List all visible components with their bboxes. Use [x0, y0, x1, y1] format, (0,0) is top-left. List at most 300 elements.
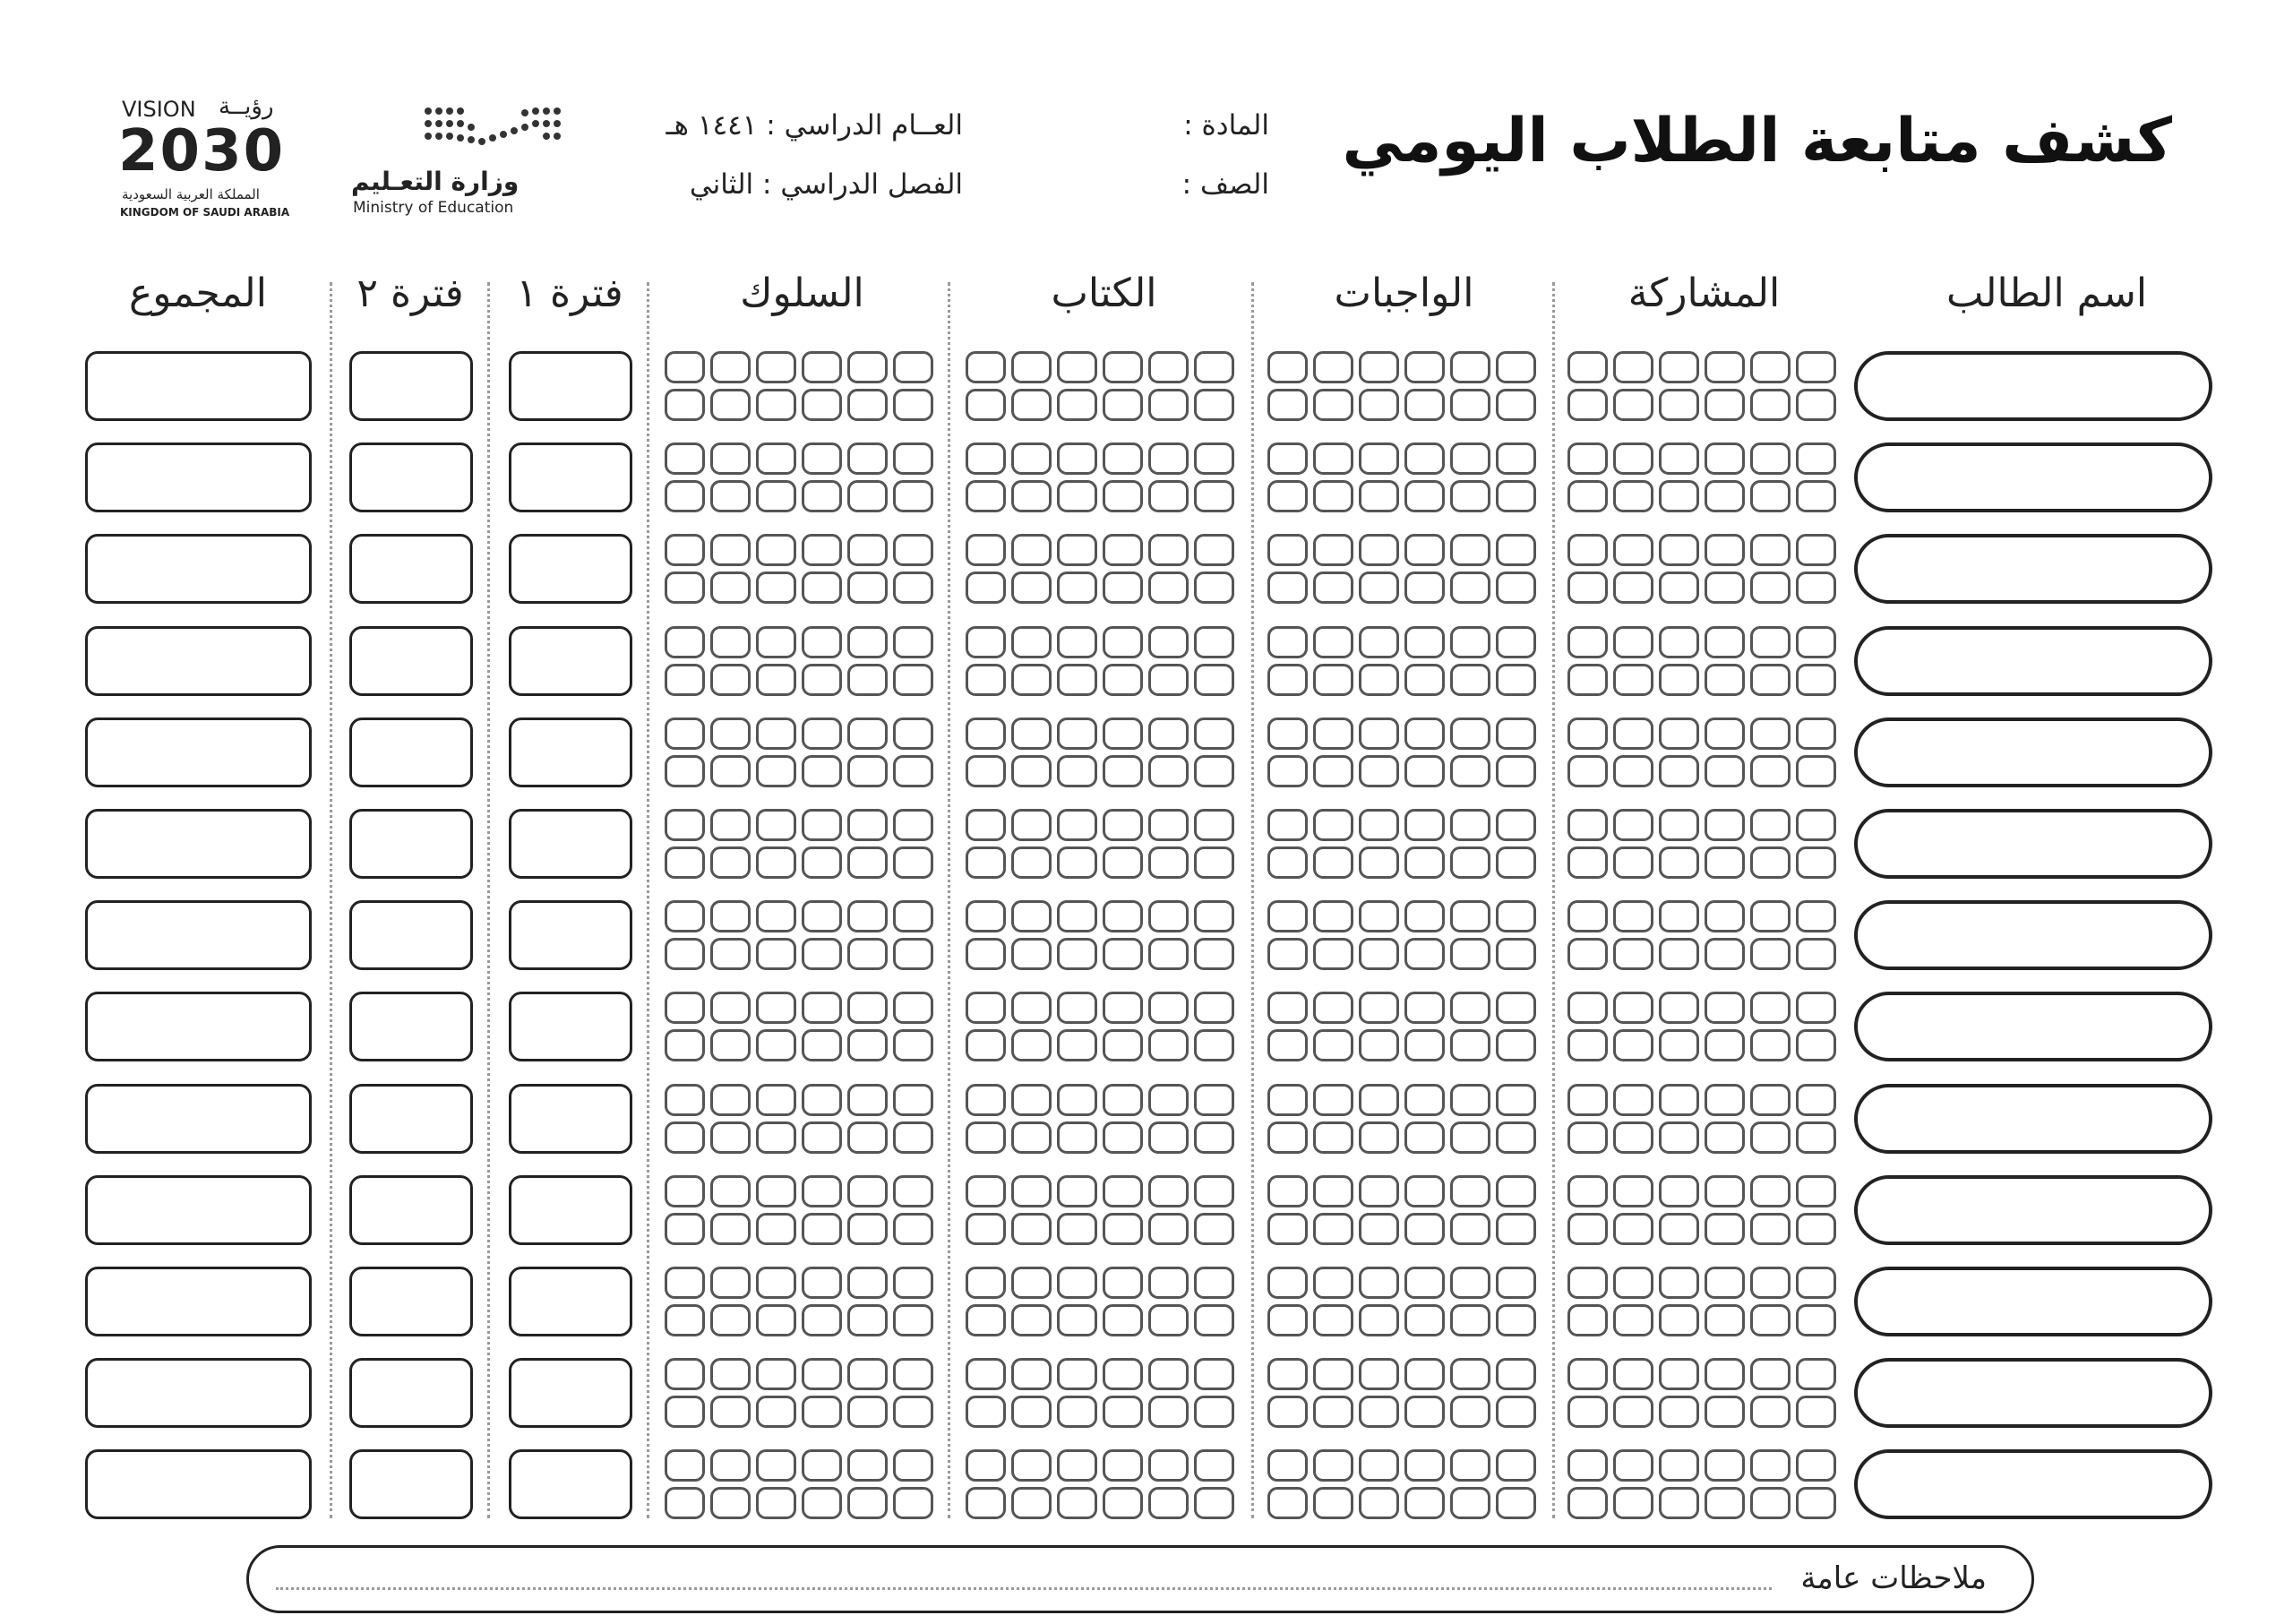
behavior-mark-cell[interactable] — [893, 664, 933, 696]
participation-mark-cell[interactable] — [1796, 664, 1836, 696]
book-mark-cell[interactable] — [1103, 1175, 1143, 1207]
behavior-mark-cell[interactable] — [665, 443, 705, 475]
book-mark-cell[interactable] — [1011, 1084, 1052, 1116]
homework-mark-cell[interactable] — [1359, 809, 1399, 841]
homework-mark-cell[interactable] — [1404, 480, 1445, 512]
book-mark-cell[interactable] — [1103, 1304, 1143, 1336]
behavior-mark-cell[interactable] — [756, 480, 796, 512]
book-mark-cell[interactable] — [1148, 626, 1189, 658]
participation-mark-cell[interactable] — [1705, 992, 1745, 1024]
homework-mark-cell[interactable] — [1404, 1213, 1445, 1245]
participation-mark-cell[interactable] — [1659, 1358, 1699, 1390]
participation-mark-cell[interactable] — [1705, 1487, 1745, 1519]
behavior-mark-cell[interactable] — [802, 389, 842, 421]
book-mark-cell[interactable] — [1057, 571, 1097, 604]
participation-mark-cell[interactable] — [1567, 755, 1608, 787]
book-mark-cell[interactable] — [1011, 1121, 1052, 1154]
homework-mark-cell[interactable] — [1404, 1267, 1445, 1299]
homework-mark-cell[interactable] — [1404, 938, 1445, 970]
participation-mark-cell[interactable] — [1750, 534, 1791, 566]
behavior-mark-cell[interactable] — [847, 717, 888, 750]
homework-mark-cell[interactable] — [1404, 1358, 1445, 1390]
participation-mark-cell[interactable] — [1659, 938, 1699, 970]
participation-mark-cell[interactable] — [1705, 1267, 1745, 1299]
book-mark-cell[interactable] — [1148, 938, 1189, 970]
homework-mark-cell[interactable] — [1267, 900, 1308, 932]
book-mark-cell[interactable] — [1057, 664, 1097, 696]
book-mark-cell[interactable] — [966, 1121, 1006, 1154]
behavior-mark-cell[interactable] — [756, 1358, 796, 1390]
homework-mark-cell[interactable] — [1450, 1029, 1490, 1061]
participation-mark-cell[interactable] — [1750, 1396, 1791, 1428]
homework-mark-cell[interactable] — [1359, 534, 1399, 566]
participation-mark-cell[interactable] — [1750, 1304, 1791, 1336]
participation-mark-cell[interactable] — [1750, 938, 1791, 970]
student-name-field[interactable] — [1854, 1267, 2212, 1336]
participation-mark-cell[interactable] — [1567, 1396, 1608, 1428]
homework-mark-cell[interactable] — [1359, 1213, 1399, 1245]
homework-mark-cell[interactable] — [1359, 846, 1399, 879]
total-field[interactable] — [85, 992, 312, 1061]
homework-mark-cell[interactable] — [1267, 1267, 1308, 1299]
homework-mark-cell[interactable] — [1267, 1358, 1308, 1390]
behavior-mark-cell[interactable] — [847, 480, 888, 512]
homework-mark-cell[interactable] — [1313, 717, 1353, 750]
book-mark-cell[interactable] — [1011, 443, 1052, 475]
participation-mark-cell[interactable] — [1796, 1487, 1836, 1519]
behavior-mark-cell[interactable] — [756, 1487, 796, 1519]
homework-mark-cell[interactable] — [1496, 1449, 1536, 1482]
homework-mark-cell[interactable] — [1404, 1175, 1445, 1207]
homework-mark-cell[interactable] — [1496, 755, 1536, 787]
participation-mark-cell[interactable] — [1796, 809, 1836, 841]
behavior-mark-cell[interactable] — [847, 1487, 888, 1519]
book-mark-cell[interactable] — [1057, 443, 1097, 475]
book-mark-cell[interactable] — [1057, 846, 1097, 879]
participation-mark-cell[interactable] — [1705, 1175, 1745, 1207]
book-mark-cell[interactable] — [1194, 755, 1234, 787]
book-mark-cell[interactable] — [1011, 1487, 1052, 1519]
book-mark-cell[interactable] — [1057, 1213, 1097, 1245]
participation-mark-cell[interactable] — [1750, 664, 1791, 696]
homework-mark-cell[interactable] — [1313, 1267, 1353, 1299]
participation-mark-cell[interactable] — [1659, 1213, 1699, 1245]
participation-mark-cell[interactable] — [1613, 1487, 1653, 1519]
book-mark-cell[interactable] — [1148, 480, 1189, 512]
book-mark-cell[interactable] — [1103, 846, 1143, 879]
book-mark-cell[interactable] — [966, 1304, 1006, 1336]
book-mark-cell[interactable] — [966, 1449, 1006, 1482]
behavior-mark-cell[interactable] — [893, 1029, 933, 1061]
behavior-mark-cell[interactable] — [893, 534, 933, 566]
behavior-mark-cell[interactable] — [665, 1487, 705, 1519]
participation-mark-cell[interactable] — [1796, 1175, 1836, 1207]
homework-mark-cell[interactable] — [1404, 1084, 1445, 1116]
behavior-mark-cell[interactable] — [756, 443, 796, 475]
homework-mark-cell[interactable] — [1404, 1487, 1445, 1519]
homework-mark-cell[interactable] — [1450, 717, 1490, 750]
participation-mark-cell[interactable] — [1796, 534, 1836, 566]
period-2-field[interactable] — [349, 443, 473, 512]
behavior-mark-cell[interactable] — [802, 443, 842, 475]
homework-mark-cell[interactable] — [1496, 1121, 1536, 1154]
book-mark-cell[interactable] — [1148, 1304, 1189, 1336]
behavior-mark-cell[interactable] — [756, 534, 796, 566]
student-name-field[interactable] — [1854, 1084, 2212, 1154]
book-mark-cell[interactable] — [1194, 809, 1234, 841]
homework-mark-cell[interactable] — [1404, 1304, 1445, 1336]
homework-mark-cell[interactable] — [1496, 1175, 1536, 1207]
homework-mark-cell[interactable] — [1450, 1396, 1490, 1428]
homework-mark-cell[interactable] — [1359, 1029, 1399, 1061]
behavior-mark-cell[interactable] — [847, 443, 888, 475]
behavior-mark-cell[interactable] — [710, 480, 751, 512]
participation-mark-cell[interactable] — [1705, 571, 1745, 604]
homework-mark-cell[interactable] — [1359, 938, 1399, 970]
book-mark-cell[interactable] — [1103, 389, 1143, 421]
participation-mark-cell[interactable] — [1567, 1175, 1608, 1207]
behavior-mark-cell[interactable] — [665, 1029, 705, 1061]
behavior-mark-cell[interactable] — [847, 1084, 888, 1116]
homework-mark-cell[interactable] — [1496, 938, 1536, 970]
student-name-field[interactable] — [1854, 626, 2212, 696]
participation-mark-cell[interactable] — [1750, 626, 1791, 658]
participation-mark-cell[interactable] — [1567, 1358, 1608, 1390]
student-name-field[interactable] — [1854, 809, 2212, 879]
participation-mark-cell[interactable] — [1567, 717, 1608, 750]
participation-mark-cell[interactable] — [1613, 351, 1653, 383]
participation-mark-cell[interactable] — [1705, 480, 1745, 512]
participation-mark-cell[interactable] — [1796, 717, 1836, 750]
homework-mark-cell[interactable] — [1313, 755, 1353, 787]
book-mark-cell[interactable] — [966, 938, 1006, 970]
participation-mark-cell[interactable] — [1705, 664, 1745, 696]
book-mark-cell[interactable] — [966, 664, 1006, 696]
student-name-field[interactable] — [1854, 1175, 2212, 1245]
homework-mark-cell[interactable] — [1404, 664, 1445, 696]
homework-mark-cell[interactable] — [1404, 717, 1445, 750]
behavior-mark-cell[interactable] — [847, 389, 888, 421]
book-mark-cell[interactable] — [1194, 571, 1234, 604]
behavior-mark-cell[interactable] — [847, 938, 888, 970]
behavior-mark-cell[interactable] — [710, 1084, 751, 1116]
participation-mark-cell[interactable] — [1567, 443, 1608, 475]
behavior-mark-cell[interactable] — [665, 938, 705, 970]
behavior-mark-cell[interactable] — [756, 1396, 796, 1428]
homework-mark-cell[interactable] — [1359, 900, 1399, 932]
book-mark-cell[interactable] — [1103, 1213, 1143, 1245]
behavior-mark-cell[interactable] — [847, 1396, 888, 1428]
homework-mark-cell[interactable] — [1313, 534, 1353, 566]
book-mark-cell[interactable] — [1103, 938, 1143, 970]
participation-mark-cell[interactable] — [1705, 1121, 1745, 1154]
homework-mark-cell[interactable] — [1359, 992, 1399, 1024]
homework-mark-cell[interactable] — [1404, 1029, 1445, 1061]
participation-mark-cell[interactable] — [1705, 755, 1745, 787]
participation-mark-cell[interactable] — [1659, 480, 1699, 512]
participation-mark-cell[interactable] — [1705, 1449, 1745, 1482]
behavior-mark-cell[interactable] — [802, 571, 842, 604]
homework-mark-cell[interactable] — [1313, 571, 1353, 604]
participation-mark-cell[interactable] — [1659, 1449, 1699, 1482]
homework-mark-cell[interactable] — [1404, 992, 1445, 1024]
behavior-mark-cell[interactable] — [665, 717, 705, 750]
behavior-mark-cell[interactable] — [893, 1213, 933, 1245]
behavior-mark-cell[interactable] — [665, 534, 705, 566]
participation-mark-cell[interactable] — [1613, 534, 1653, 566]
book-mark-cell[interactable] — [1103, 480, 1143, 512]
participation-mark-cell[interactable] — [1659, 992, 1699, 1024]
book-mark-cell[interactable] — [1103, 900, 1143, 932]
homework-mark-cell[interactable] — [1450, 1304, 1490, 1336]
participation-mark-cell[interactable] — [1750, 846, 1791, 879]
participation-mark-cell[interactable] — [1796, 846, 1836, 879]
homework-mark-cell[interactable] — [1404, 443, 1445, 475]
behavior-mark-cell[interactable] — [893, 626, 933, 658]
participation-mark-cell[interactable] — [1613, 1267, 1653, 1299]
book-mark-cell[interactable] — [1011, 351, 1052, 383]
participation-mark-cell[interactable] — [1567, 846, 1608, 879]
homework-mark-cell[interactable] — [1359, 389, 1399, 421]
homework-mark-cell[interactable] — [1267, 534, 1308, 566]
book-mark-cell[interactable] — [1103, 664, 1143, 696]
homework-mark-cell[interactable] — [1313, 846, 1353, 879]
behavior-mark-cell[interactable] — [710, 992, 751, 1024]
book-mark-cell[interactable] — [1194, 1029, 1234, 1061]
homework-mark-cell[interactable] — [1267, 1449, 1308, 1482]
participation-mark-cell[interactable] — [1705, 534, 1745, 566]
book-mark-cell[interactable] — [1057, 1396, 1097, 1428]
behavior-mark-cell[interactable] — [756, 846, 796, 879]
behavior-mark-cell[interactable] — [710, 846, 751, 879]
participation-mark-cell[interactable] — [1796, 938, 1836, 970]
book-mark-cell[interactable] — [966, 1213, 1006, 1245]
participation-mark-cell[interactable] — [1705, 1029, 1745, 1061]
homework-mark-cell[interactable] — [1450, 626, 1490, 658]
participation-mark-cell[interactable] — [1659, 809, 1699, 841]
behavior-mark-cell[interactable] — [802, 1029, 842, 1061]
behavior-mark-cell[interactable] — [756, 1213, 796, 1245]
homework-mark-cell[interactable] — [1313, 1449, 1353, 1482]
homework-mark-cell[interactable] — [1496, 1213, 1536, 1245]
homework-mark-cell[interactable] — [1359, 1175, 1399, 1207]
period-1-field[interactable] — [509, 992, 632, 1061]
homework-mark-cell[interactable] — [1313, 664, 1353, 696]
participation-mark-cell[interactable] — [1613, 755, 1653, 787]
participation-mark-cell[interactable] — [1567, 992, 1608, 1024]
behavior-mark-cell[interactable] — [893, 480, 933, 512]
behavior-mark-cell[interactable] — [893, 1084, 933, 1116]
book-mark-cell[interactable] — [1194, 1121, 1234, 1154]
homework-mark-cell[interactable] — [1450, 1121, 1490, 1154]
behavior-mark-cell[interactable] — [756, 938, 796, 970]
behavior-mark-cell[interactable] — [802, 480, 842, 512]
behavior-mark-cell[interactable] — [710, 351, 751, 383]
participation-mark-cell[interactable] — [1567, 534, 1608, 566]
book-mark-cell[interactable] — [1057, 1358, 1097, 1390]
book-mark-cell[interactable] — [1057, 1084, 1097, 1116]
participation-mark-cell[interactable] — [1750, 755, 1791, 787]
book-mark-cell[interactable] — [1057, 1029, 1097, 1061]
period-1-field[interactable] — [509, 351, 632, 421]
book-mark-cell[interactable] — [1148, 443, 1189, 475]
behavior-mark-cell[interactable] — [665, 900, 705, 932]
period-2-field[interactable] — [349, 717, 473, 787]
homework-mark-cell[interactable] — [1267, 1213, 1308, 1245]
homework-mark-cell[interactable] — [1267, 1029, 1308, 1061]
participation-mark-cell[interactable] — [1796, 1121, 1836, 1154]
behavior-mark-cell[interactable] — [802, 351, 842, 383]
homework-mark-cell[interactable] — [1496, 571, 1536, 604]
book-mark-cell[interactable] — [1057, 1304, 1097, 1336]
book-mark-cell[interactable] — [1148, 1029, 1189, 1061]
book-mark-cell[interactable] — [1057, 1175, 1097, 1207]
book-mark-cell[interactable] — [1148, 1267, 1189, 1299]
homework-mark-cell[interactable] — [1404, 389, 1445, 421]
book-mark-cell[interactable] — [1011, 626, 1052, 658]
book-mark-cell[interactable] — [966, 1029, 1006, 1061]
behavior-mark-cell[interactable] — [893, 717, 933, 750]
participation-mark-cell[interactable] — [1613, 938, 1653, 970]
book-mark-cell[interactable] — [966, 900, 1006, 932]
participation-mark-cell[interactable] — [1705, 1304, 1745, 1336]
book-mark-cell[interactable] — [966, 571, 1006, 604]
book-mark-cell[interactable] — [966, 1396, 1006, 1428]
participation-mark-cell[interactable] — [1705, 389, 1745, 421]
participation-mark-cell[interactable] — [1613, 1396, 1653, 1428]
participation-mark-cell[interactable] — [1659, 717, 1699, 750]
behavior-mark-cell[interactable] — [893, 1121, 933, 1154]
homework-mark-cell[interactable] — [1450, 938, 1490, 970]
homework-mark-cell[interactable] — [1450, 1358, 1490, 1390]
student-name-field[interactable] — [1854, 1449, 2212, 1519]
participation-mark-cell[interactable] — [1796, 1267, 1836, 1299]
participation-mark-cell[interactable] — [1659, 1267, 1699, 1299]
behavior-mark-cell[interactable] — [893, 1267, 933, 1299]
participation-mark-cell[interactable] — [1750, 809, 1791, 841]
behavior-mark-cell[interactable] — [847, 846, 888, 879]
homework-mark-cell[interactable] — [1450, 1084, 1490, 1116]
behavior-mark-cell[interactable] — [847, 1267, 888, 1299]
behavior-mark-cell[interactable] — [710, 1304, 751, 1336]
book-mark-cell[interactable] — [1148, 664, 1189, 696]
behavior-mark-cell[interactable] — [665, 626, 705, 658]
book-mark-cell[interactable] — [1103, 571, 1143, 604]
participation-mark-cell[interactable] — [1796, 571, 1836, 604]
participation-mark-cell[interactable] — [1613, 717, 1653, 750]
behavior-mark-cell[interactable] — [802, 1487, 842, 1519]
homework-mark-cell[interactable] — [1450, 1449, 1490, 1482]
behavior-mark-cell[interactable] — [756, 809, 796, 841]
homework-mark-cell[interactable] — [1313, 480, 1353, 512]
behavior-mark-cell[interactable] — [802, 1175, 842, 1207]
behavior-mark-cell[interactable] — [710, 1213, 751, 1245]
book-mark-cell[interactable] — [966, 809, 1006, 841]
participation-mark-cell[interactable] — [1659, 1029, 1699, 1061]
book-mark-cell[interactable] — [966, 755, 1006, 787]
participation-mark-cell[interactable] — [1796, 1213, 1836, 1245]
book-mark-cell[interactable] — [1057, 1449, 1097, 1482]
behavior-mark-cell[interactable] — [802, 1304, 842, 1336]
total-field[interactable] — [85, 900, 312, 970]
behavior-mark-cell[interactable] — [847, 1213, 888, 1245]
book-mark-cell[interactable] — [1148, 992, 1189, 1024]
participation-mark-cell[interactable] — [1567, 1121, 1608, 1154]
homework-mark-cell[interactable] — [1359, 1121, 1399, 1154]
behavior-mark-cell[interactable] — [665, 1396, 705, 1428]
participation-mark-cell[interactable] — [1750, 1487, 1791, 1519]
book-mark-cell[interactable] — [1011, 1029, 1052, 1061]
behavior-mark-cell[interactable] — [710, 1358, 751, 1390]
participation-mark-cell[interactable] — [1750, 992, 1791, 1024]
homework-mark-cell[interactable] — [1404, 351, 1445, 383]
behavior-mark-cell[interactable] — [802, 1213, 842, 1245]
total-field[interactable] — [85, 1084, 312, 1154]
book-mark-cell[interactable] — [1148, 534, 1189, 566]
homework-mark-cell[interactable] — [1267, 809, 1308, 841]
behavior-mark-cell[interactable] — [665, 1358, 705, 1390]
homework-mark-cell[interactable] — [1267, 626, 1308, 658]
book-mark-cell[interactable] — [1148, 389, 1189, 421]
homework-mark-cell[interactable] — [1359, 717, 1399, 750]
homework-mark-cell[interactable] — [1404, 1396, 1445, 1428]
book-mark-cell[interactable] — [1103, 1396, 1143, 1428]
participation-mark-cell[interactable] — [1659, 1304, 1699, 1336]
homework-mark-cell[interactable] — [1450, 1175, 1490, 1207]
homework-mark-cell[interactable] — [1267, 664, 1308, 696]
homework-mark-cell[interactable] — [1267, 846, 1308, 879]
behavior-mark-cell[interactable] — [710, 1487, 751, 1519]
participation-mark-cell[interactable] — [1613, 1213, 1653, 1245]
behavior-mark-cell[interactable] — [710, 1121, 751, 1154]
book-mark-cell[interactable] — [1011, 1213, 1052, 1245]
participation-mark-cell[interactable] — [1705, 351, 1745, 383]
homework-mark-cell[interactable] — [1313, 992, 1353, 1024]
behavior-mark-cell[interactable] — [802, 1121, 842, 1154]
homework-mark-cell[interactable] — [1404, 900, 1445, 932]
book-mark-cell[interactable] — [1148, 1358, 1189, 1390]
participation-mark-cell[interactable] — [1567, 480, 1608, 512]
total-field[interactable] — [85, 351, 312, 421]
general-notes-field[interactable] — [246, 1545, 2034, 1613]
book-mark-cell[interactable] — [1194, 626, 1234, 658]
period-2-field[interactable] — [349, 1175, 473, 1245]
student-name-field[interactable] — [1854, 1358, 2212, 1428]
behavior-mark-cell[interactable] — [847, 755, 888, 787]
participation-mark-cell[interactable] — [1613, 992, 1653, 1024]
behavior-mark-cell[interactable] — [710, 1029, 751, 1061]
participation-mark-cell[interactable] — [1567, 1267, 1608, 1299]
behavior-mark-cell[interactable] — [756, 1304, 796, 1336]
book-mark-cell[interactable] — [1194, 1449, 1234, 1482]
period-2-field[interactable] — [349, 809, 473, 879]
participation-mark-cell[interactable] — [1750, 389, 1791, 421]
participation-mark-cell[interactable] — [1567, 900, 1608, 932]
period-2-field[interactable] — [349, 351, 473, 421]
participation-mark-cell[interactable] — [1796, 755, 1836, 787]
homework-mark-cell[interactable] — [1496, 1487, 1536, 1519]
book-mark-cell[interactable] — [1194, 664, 1234, 696]
book-mark-cell[interactable] — [966, 443, 1006, 475]
book-mark-cell[interactable] — [1103, 443, 1143, 475]
book-mark-cell[interactable] — [1194, 389, 1234, 421]
homework-mark-cell[interactable] — [1496, 1084, 1536, 1116]
book-mark-cell[interactable] — [1148, 1175, 1189, 1207]
behavior-mark-cell[interactable] — [847, 626, 888, 658]
homework-mark-cell[interactable] — [1404, 534, 1445, 566]
homework-mark-cell[interactable] — [1496, 1396, 1536, 1428]
homework-mark-cell[interactable] — [1404, 846, 1445, 879]
